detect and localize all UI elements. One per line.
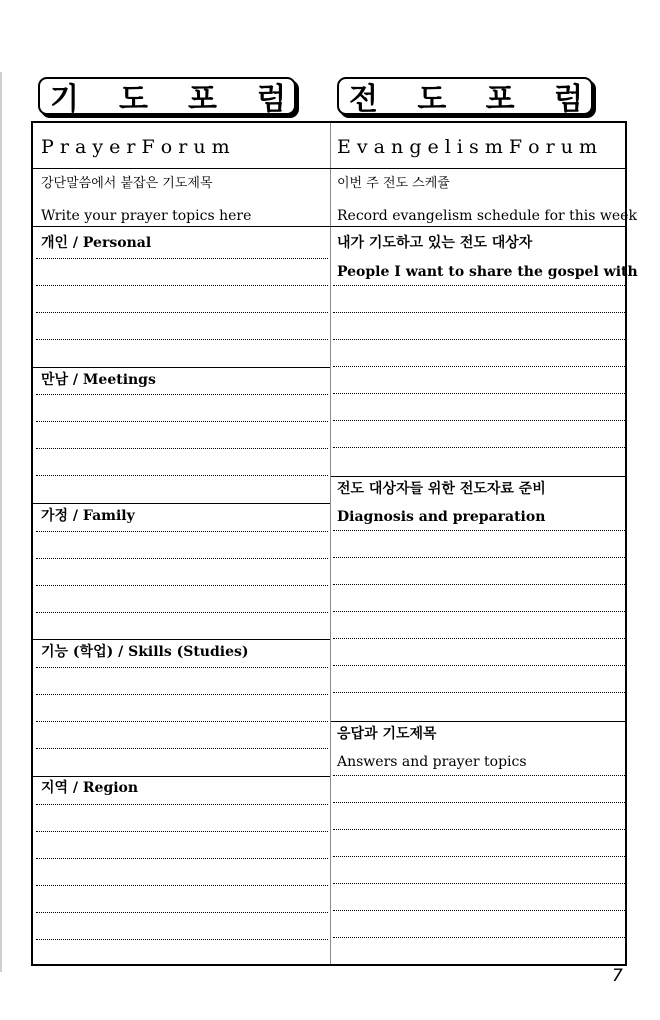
writing-line — [333, 420, 625, 421]
prayer-section-label: 지역 / Region — [41, 780, 139, 796]
writing-line — [333, 665, 625, 666]
prayer-forum-header — [38, 77, 296, 115]
writing-line — [333, 638, 625, 639]
prayer-section-label: 기능 (학업) / Skills (Studies) — [41, 644, 249, 660]
header-char: 도 — [417, 82, 447, 117]
writing-line — [36, 285, 328, 286]
writing-line — [333, 883, 625, 884]
writing-line — [333, 366, 625, 367]
evangelism-forum-title: E v a n g e l i s m F o r u m — [337, 136, 598, 158]
writing-line — [36, 258, 328, 259]
writing-line — [333, 285, 625, 286]
writing-line — [36, 721, 328, 722]
writing-line — [333, 829, 625, 830]
writing-line — [36, 858, 328, 859]
writing-line — [36, 475, 328, 476]
writing-line — [36, 831, 328, 832]
writing-line — [333, 775, 625, 776]
section-rule — [33, 776, 330, 777]
section-rule — [33, 367, 330, 368]
section-rule — [33, 639, 330, 640]
writing-line — [36, 612, 328, 613]
writing-line — [333, 611, 625, 612]
prayer-forum-title: P r a y e r F o r u m — [41, 136, 230, 158]
header-char: 기 — [50, 82, 79, 117]
header-char: 포 — [188, 82, 217, 117]
writing-line — [333, 530, 625, 531]
writing-line — [333, 339, 625, 340]
writing-line — [333, 447, 625, 448]
writing-line — [36, 531, 328, 532]
writing-line — [333, 393, 625, 394]
section-rule — [33, 503, 330, 504]
writing-line — [36, 448, 328, 449]
writing-line — [333, 584, 625, 585]
header-char: 럼 — [257, 82, 286, 117]
prayer-section-label: 만남 / Meetings — [41, 372, 156, 388]
rule — [33, 226, 625, 227]
section-rule — [331, 476, 627, 477]
writing-line — [36, 939, 328, 940]
writing-line — [36, 394, 328, 395]
writing-line — [333, 312, 625, 313]
evangelism-section-label-kr: 내가 기도하고 있는 전도 대상자 — [337, 235, 533, 251]
writing-line — [36, 885, 328, 886]
header-char: 럼 — [553, 82, 583, 117]
column-divider — [330, 123, 331, 964]
page-edge-line — [0, 72, 2, 972]
writing-line — [333, 802, 625, 803]
evangelism-section-label-kr: 응답과 기도제목 — [337, 726, 437, 742]
evangelism-section-label-en: Diagnosis and preparation — [337, 509, 546, 525]
writing-line — [36, 558, 328, 559]
writing-line — [36, 585, 328, 586]
evangelism-section-label-kr: 전도 대상자들 위한 전도자료 준비 — [337, 481, 546, 497]
writing-line — [333, 937, 625, 938]
writing-line — [333, 910, 625, 911]
section-rule — [331, 721, 627, 722]
writing-line — [36, 748, 328, 749]
header-char: 전 — [349, 82, 378, 117]
prayer-section-label: 개인 / Personal — [41, 235, 152, 251]
evangelism-subtitle-en: Record evangelism schedule for this week — [337, 208, 637, 224]
rule — [33, 168, 625, 169]
writing-line — [36, 312, 328, 313]
header-char: 도 — [119, 82, 148, 117]
forum-table — [31, 121, 638, 966]
prayer-subtitle-en: Write your prayer topics here — [41, 208, 252, 224]
evangelism-forum-header — [337, 77, 593, 115]
evangelism-section-label-en: Answers and prayer topics — [337, 754, 527, 770]
writing-line — [333, 856, 625, 857]
writing-line — [36, 694, 328, 695]
page-number: 7 — [612, 966, 623, 986]
writing-line — [36, 804, 328, 805]
evangelism-subtitle-kr: 이번 주 전도 스케쥴 — [337, 176, 450, 191]
writing-line — [36, 421, 328, 422]
writing-line — [36, 667, 328, 668]
header-char: 포 — [485, 82, 515, 117]
writing-line — [36, 912, 328, 913]
writing-line — [36, 339, 328, 340]
evangelism-section-label-en: People I want to share the gospel with — [337, 264, 638, 280]
writing-line — [333, 557, 625, 558]
prayer-section-label: 가정 / Family — [41, 508, 135, 524]
writing-line — [333, 692, 625, 693]
prayer-subtitle-kr: 강단말씀에서 붙잡은 기도제목 — [41, 176, 213, 191]
